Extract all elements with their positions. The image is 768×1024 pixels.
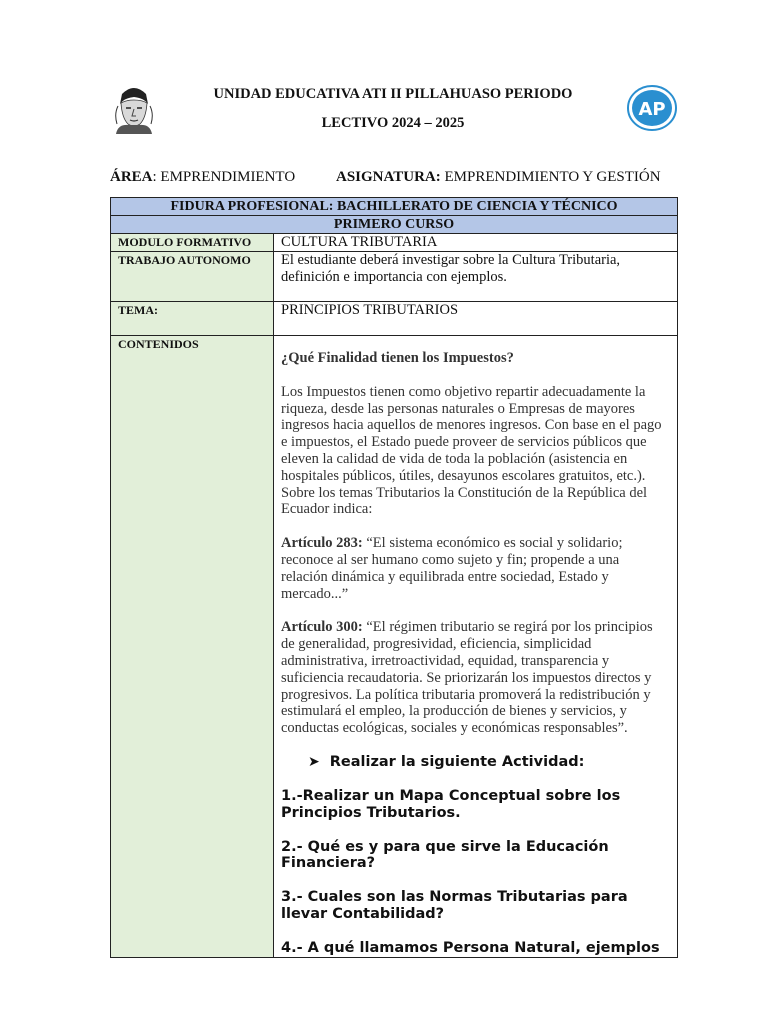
row-label-contenidos: CONTENIDOS	[111, 336, 274, 958]
articulo-300	[281, 619, 669, 737]
contents-cell	[274, 336, 678, 958]
articulo-283	[281, 535, 669, 602]
articulo-300-text: “El régimen tributario se regirá por los principios de generalidad, progresividad, eficiencia, simplicidad administrativa, irretroactividad, equidad, transparencia y suficiencia recaudatoria. Se priorizarán los impuestos directos y progresivos. La política tributaria promoverá la redistribución y estimulará el empleo, la producción de bienes y servicios, y conductas ecológicas, sociales y económicas responsables”.	[281, 619, 653, 737]
asignatura-label: ASIGNATURA:	[336, 169, 441, 185]
articulo-283-text: “El sistema económico es social y solidario; reconoce al ser humano como sujeto y fin; propende a una relación dinámica y equilibrada entre sociedad, Estado y mercado...”	[281, 535, 623, 602]
activity-item-4: 4.- A qué llamamos Persona Natural, ejemplos	[281, 939, 660, 956]
activity-item-3: 3.- Cuales son las Normas Tributarias para llevar Contabilidad?	[281, 889, 628, 922]
school-period-title: LECTIVO 2024 – 2025	[321, 115, 465, 131]
constitucion-paragraph: Sobre los temas Tributarios la Constitución de la República del Ecuador indica:	[281, 484, 648, 518]
row-label-trabajo: TRABAJO AUTONOMO	[111, 252, 274, 302]
row-value-tema: PRINCIPIOS TRIBUTARIOS	[274, 302, 678, 336]
activity-item-1: 1.-Realizar un Mapa Conceptual sobre los Principios Tributarios.	[281, 787, 621, 821]
school-name-title: UNIDAD EDUCATIVA ATI II PILLAHUASO PERIODO	[213, 86, 573, 102]
articulo-283-label: Artículo 283:	[281, 535, 363, 552]
finalidad-question: ¿Qué Finalidad tienen los Impuestos?	[281, 350, 514, 366]
impuestos-paragraph: Los Impuestos tienen como objetivo repartir adecuadamente la riqueza, desde las personas naturales o Empresas de mayores ingresos hacia aquellos de menores ingresos. Con base en el pago e impuestos, el Estado puede proveer de servicios públicos que eleven la calidad de vida de toda la población (asistencia en hospitales públicos, útiles, desayunos escolares gratuitos, etc.).	[281, 383, 662, 484]
asignatura-line	[336, 169, 661, 186]
emblem-letters: AP	[638, 99, 666, 120]
row-label-tema: TEMA:	[111, 302, 274, 336]
row-value-modulo: CULTURA TRIBUTARIA	[274, 234, 678, 252]
row-value-trabajo: El estudiante deberá investigar sobre la Cultura Tributaria, definición e importancia con ejemplos.	[274, 252, 678, 302]
course-info-table	[110, 197, 678, 958]
arrow-bullet-icon: ➤	[308, 754, 320, 770]
asignatura-value: EMPRENDIMIENTO Y GESTIÓN	[440, 169, 661, 185]
articulo-300-label: Artículo 300:	[281, 619, 363, 636]
activity-heading	[281, 754, 669, 771]
activity-title: Realizar la siguiente Actividad:	[329, 754, 585, 771]
area-value: : EMPRENDIMIENTO	[152, 169, 296, 185]
activity-item-2: 2.- Qué es y para que sirve la Educación Financiera?	[281, 838, 609, 872]
course-banner: PRIMERO CURSO	[111, 216, 678, 234]
area-label: ÁREA	[110, 169, 153, 185]
profile-banner: FIDURA PROFESIONAL: BACHILLERATO DE CIENCIA Y TÉCNICO	[111, 198, 678, 216]
row-label-modulo: MODULO FORMATIVO	[111, 234, 274, 252]
area-line	[110, 169, 295, 186]
school-emblem-logo	[627, 85, 677, 131]
